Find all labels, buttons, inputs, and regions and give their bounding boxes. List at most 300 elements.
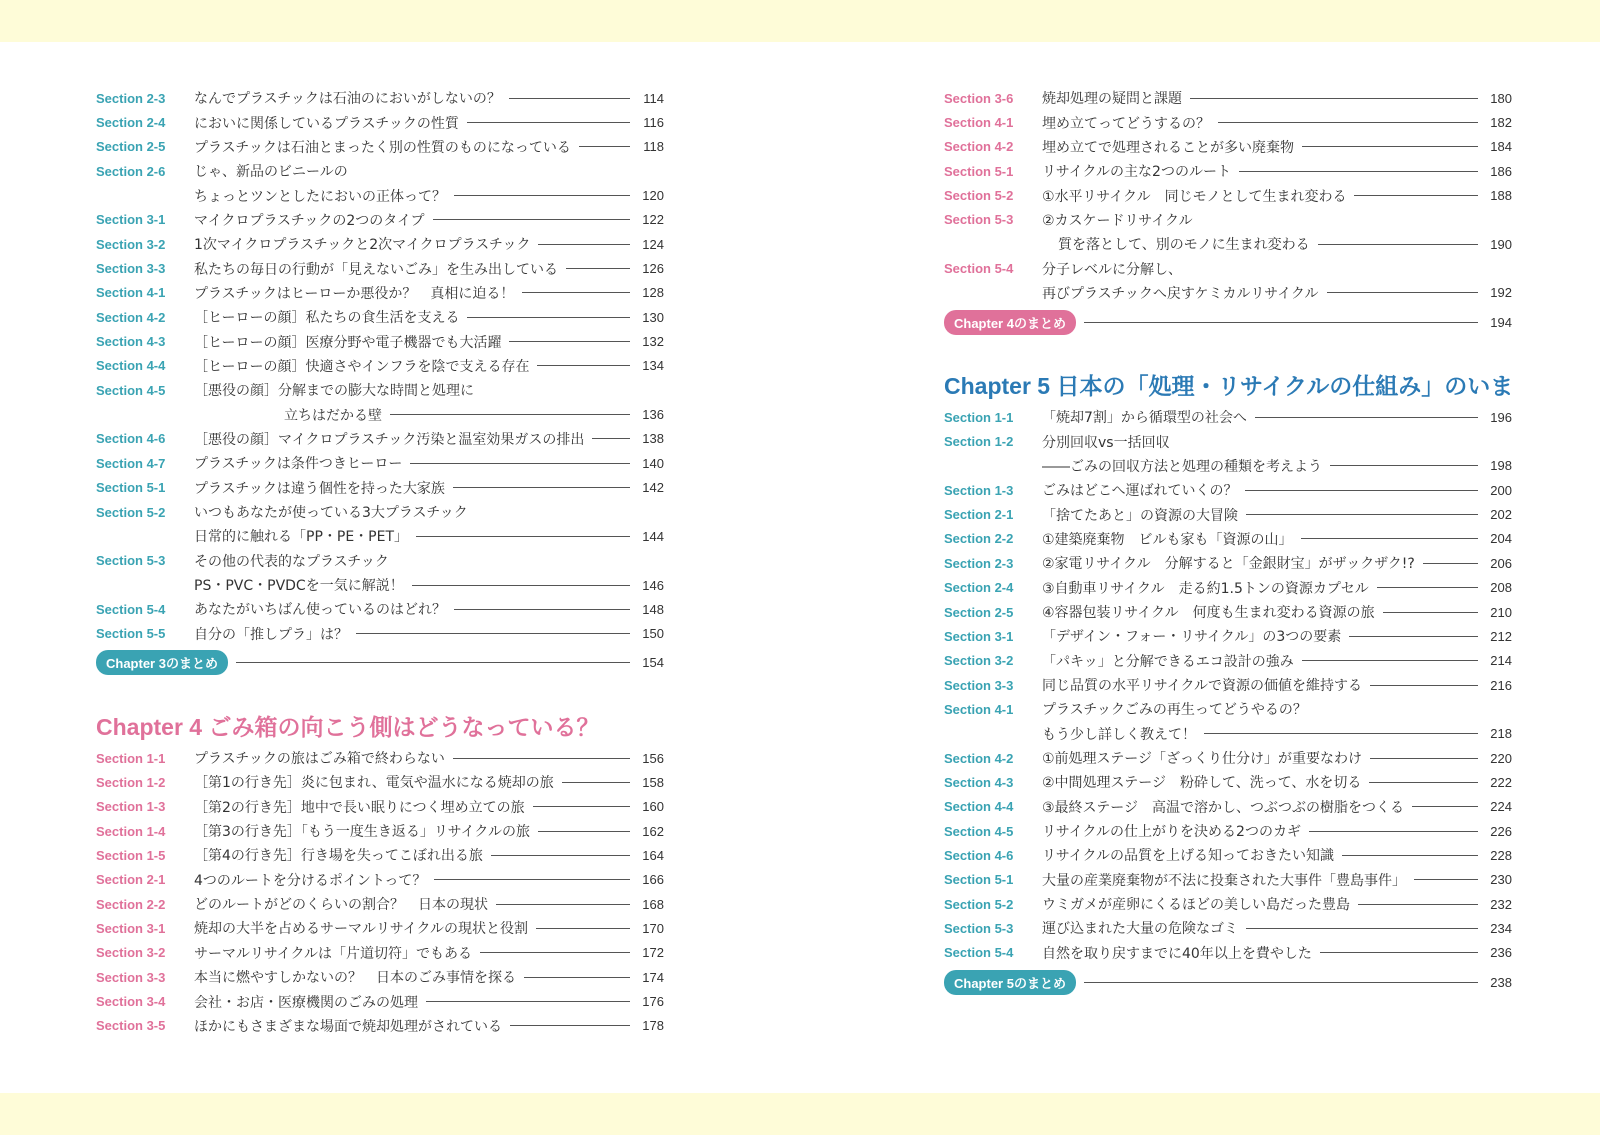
dot-leader: [467, 317, 630, 318]
entry-title: 「パキッ」と分解できるエコ設計の強み: [1042, 653, 1294, 670]
entry-title: サーマルリサイクルは「片道切符」でもある: [194, 945, 473, 962]
entry-title: 私たちの毎日の行動が「見えないごみ」を生み出している: [194, 261, 558, 278]
toc-entry[interactable]: [96, 281, 664, 305]
dot-leader: [538, 244, 630, 245]
toc-entry[interactable]: [944, 697, 1512, 721]
page-number: 130: [642, 309, 664, 325]
section-label: Section 4-6: [944, 847, 1014, 863]
section-label: Section 4-7: [96, 455, 166, 471]
dot-leader: [410, 463, 630, 464]
entry-title: 焼却処理の疑問と課題: [1042, 91, 1182, 108]
entry-title: ごみはどこへ運ばれていくの？: [1042, 483, 1238, 500]
toc-entry[interactable]: [944, 843, 1512, 867]
page-number: 158: [642, 774, 664, 790]
section-label: Section 4-1: [944, 115, 1014, 131]
page-number: 188: [1490, 188, 1512, 204]
page-number: 170: [642, 920, 664, 936]
dot-leader: [1309, 831, 1478, 832]
entry-title: じゃ、新品のビニールの: [194, 164, 348, 181]
page-number: 176: [642, 994, 664, 1010]
toc-entry[interactable]: [944, 478, 1512, 502]
toc-entry[interactable]: [96, 354, 664, 378]
page-number: 140: [642, 455, 664, 471]
entry-title: ウミガメが産卵にくるほどの美しい島だった豊島: [1042, 897, 1350, 914]
toc-entry[interactable]: [944, 159, 1512, 183]
dot-leader: [1349, 636, 1478, 637]
entry-title: 立ちはだかる壁: [284, 407, 382, 424]
dot-leader: [1084, 982, 1478, 983]
page-number: 190: [1490, 236, 1512, 252]
toc-entry[interactable]: [96, 965, 664, 989]
dot-leader: [1370, 758, 1478, 759]
entry-title: ①水平リサイクル 同じモノとして生まれ変わる: [1042, 188, 1347, 205]
entry-title: ①前処理ステージ「ざっくり仕分け」が重要なわけ: [1042, 751, 1362, 768]
section-label: Section 2-5: [96, 139, 166, 155]
toc-entry[interactable]: [96, 208, 664, 232]
page-number: 180: [1490, 90, 1512, 106]
entry-title: 埋め立てってどうするの？: [1042, 115, 1210, 132]
page-number: 144: [642, 528, 664, 544]
dot-leader: [1084, 322, 1478, 323]
entry-title: プラスチックは条件つきヒーロー: [194, 456, 403, 473]
entry-title: 再びプラスチックへ戻すケミカルリサイクル: [1042, 285, 1319, 302]
section-label: Section 5-2: [944, 896, 1014, 912]
section-label: Section 2-6: [96, 163, 166, 179]
entry-title: 同じ品質の水平リサイクルで資源の価値を維持する: [1042, 678, 1363, 695]
toc-entry[interactable]: [96, 183, 664, 207]
page-number: 162: [642, 823, 664, 839]
toc-entry[interactable]: [944, 135, 1512, 159]
page-number: 234: [1490, 920, 1512, 936]
chapter-summary-entry[interactable]: [96, 648, 664, 678]
entry-title: ほかにもさまざまな場面で焼却処理がされている: [194, 1018, 502, 1035]
entry-title: 自分の「推しプラ」は？: [194, 626, 348, 643]
section-label: Section 5-1: [944, 872, 1014, 888]
entry-title: 会社・お店・医療機関のごみの処理: [194, 994, 418, 1011]
toc-entry[interactable]: [96, 451, 664, 475]
section-label: Section 3-3: [944, 677, 1014, 693]
section-label: Section 1-3: [944, 482, 1014, 498]
page-number: 182: [1490, 115, 1512, 131]
entry-title: プラスチックはヒーローか悪役か？ 真相に迫る！: [194, 285, 515, 302]
toc-entry[interactable]: [96, 868, 664, 892]
page-number: 236: [1490, 945, 1512, 961]
page-number: 116: [643, 115, 664, 131]
page-number: 228: [1490, 847, 1512, 863]
toc-entry[interactable]: [96, 597, 664, 621]
page-number: 154: [642, 655, 664, 671]
dot-leader: [1370, 685, 1478, 686]
page-number: 186: [1490, 163, 1512, 179]
page-number: 118: [643, 139, 664, 155]
page-number: 138: [642, 431, 664, 447]
page-number: 220: [1490, 750, 1512, 766]
toc-entry[interactable]: [96, 622, 664, 646]
page-number: 196: [1490, 409, 1512, 425]
toc-entry[interactable]: [96, 256, 664, 280]
page-number: 218: [1490, 726, 1512, 742]
toc-entry[interactable]: [96, 549, 664, 573]
dot-leader: [536, 928, 630, 929]
section-label: Section 4-6: [96, 431, 166, 447]
entry-title: 本当に燃やすしかないの？ 日本のごみ事情を探る: [194, 970, 516, 987]
page-number: 146: [642, 577, 664, 593]
dot-leader: [426, 1001, 630, 1002]
section-label: Section 3-3: [96, 969, 166, 985]
dot-leader: [1414, 879, 1478, 880]
toc-entry[interactable]: [944, 600, 1512, 624]
toc-entry[interactable]: [944, 281, 1512, 305]
page-number: 136: [642, 407, 664, 423]
entry-title: 質を落として、別のモノに生まれ変わる: [1058, 237, 1310, 254]
page-number: 174: [642, 969, 664, 985]
page-number: 126: [642, 261, 664, 277]
dot-leader: [1302, 660, 1478, 661]
toc-entry[interactable]: [96, 476, 664, 500]
entry-title: ［ヒーローの顔］快適さやインフラを陰で支える存在: [194, 358, 530, 375]
dot-leader: [1369, 782, 1478, 783]
toc-entry[interactable]: [944, 746, 1512, 770]
section-label: Section 1-2: [944, 434, 1014, 450]
entry-title: 分別回収vs一括回収: [1042, 434, 1170, 451]
toc-entry[interactable]: [944, 819, 1512, 843]
section-label: Section 1-2: [96, 774, 166, 790]
entry-title: ［第2の行き先］地中で長い眠りにつく埋め立ての旅: [194, 799, 525, 816]
toc-entry[interactable]: [944, 941, 1512, 965]
section-label: Section 2-4: [96, 115, 166, 131]
dot-leader: [454, 195, 630, 196]
toc-entry[interactable]: [96, 86, 664, 110]
toc-entry[interactable]: [944, 576, 1512, 600]
section-label: Section 1-5: [96, 847, 166, 863]
dot-leader: [1246, 514, 1478, 515]
section-label: Section 4-3: [96, 334, 166, 350]
toc-entry[interactable]: [944, 649, 1512, 673]
dot-leader: [522, 292, 630, 293]
dot-leader: [533, 806, 630, 807]
section-label: Section 1-1: [944, 409, 1014, 425]
entry-title: ②家電リサイクル 分解すると「金銀財宝」がザックザク!?: [1042, 556, 1415, 573]
dot-leader: [537, 365, 630, 366]
entry-title: どのルートがどのくらいの割合？ 日本の現状: [194, 897, 488, 914]
toc-entry[interactable]: [96, 892, 664, 916]
toc-entry[interactable]: [944, 405, 1512, 429]
dot-leader: [434, 879, 630, 880]
page-number: 148: [642, 601, 664, 617]
section-label: Section 5-1: [96, 480, 166, 496]
entry-title: 「捨てたあと」の資源の大冒険: [1042, 507, 1238, 524]
dot-leader: [1239, 171, 1478, 172]
toc-entry[interactable]: [944, 502, 1512, 526]
section-label: Section 5-3: [944, 212, 1014, 228]
entry-title: ［第3の行き先］「もう一度生き返る」リサイクルの旅: [194, 824, 530, 841]
toc-entry[interactable]: [96, 916, 664, 940]
toc-entry[interactable]: [96, 329, 664, 353]
dot-leader: [579, 146, 630, 147]
page-number: 142: [642, 480, 664, 496]
entry-title: リサイクルの品質を上げる知っておきたい知識: [1042, 848, 1335, 865]
dot-leader: [1204, 733, 1478, 734]
entry-title: ［ヒーローの顔］医療分野や電子機器でも大活躍: [194, 334, 502, 351]
section-label: Section 5-2: [944, 188, 1014, 204]
entry-title: ③最終ステージ 高温で溶かし、つぶつぶの樹脂をつくる: [1042, 799, 1404, 816]
page-number: 200: [1490, 482, 1512, 498]
toc-entry[interactable]: [944, 916, 1512, 940]
entry-title: リサイクルの仕上がりを決める2つのカギ: [1042, 824, 1301, 841]
section-label: Section 5-3: [96, 553, 166, 569]
page-number: 120: [642, 188, 664, 204]
section-label: Section 1-1: [96, 750, 166, 766]
section-label: Section 3-5: [96, 1018, 166, 1034]
toc-entry[interactable]: [944, 110, 1512, 134]
page-number: 222: [1490, 774, 1512, 790]
dot-leader: [453, 758, 630, 759]
page-number: 114: [643, 90, 664, 106]
page-number: 128: [642, 285, 664, 301]
toc-entry[interactable]: [944, 795, 1512, 819]
toc-entry[interactable]: [944, 624, 1512, 648]
right-page-toc: [944, 86, 1512, 997]
dot-leader: [1383, 612, 1478, 613]
toc-entry[interactable]: [944, 722, 1512, 746]
entry-title: 4つのルートを分けるポイントって？: [194, 872, 427, 889]
dot-leader: [433, 219, 630, 220]
toc-entry[interactable]: [944, 868, 1512, 892]
page-number: 178: [642, 1018, 664, 1034]
toc-entry[interactable]: [944, 551, 1512, 575]
entry-title: もう少し詳しく教えて！: [1042, 726, 1196, 743]
toc-entry[interactable]: [96, 843, 664, 867]
entry-title: ――ごみの回収方法と処理の種類を考えよう: [1042, 458, 1322, 475]
entry-title: 運び込まれた大量の危険なゴミ: [1042, 921, 1238, 938]
toc-entry[interactable]: [96, 305, 664, 329]
dot-leader: [454, 609, 630, 610]
section-label: Section 3-1: [96, 920, 166, 936]
toc-entry[interactable]: [944, 232, 1512, 256]
entry-title: ［第4の行き先］行き場を失ってこぼれ出る旅: [194, 848, 483, 865]
entry-title: あなたがいちばん使っているのはどれ？: [194, 602, 446, 619]
page-number: 168: [642, 896, 664, 912]
bottom-margin-band: [0, 1093, 1600, 1135]
section-label: Section 4-2: [944, 139, 1014, 155]
entry-title: プラスチックごみの再生ってどうやるの？: [1042, 702, 1307, 719]
dot-leader: [412, 585, 630, 586]
toc-entry[interactable]: [96, 135, 664, 159]
page-number: 156: [642, 750, 664, 766]
dot-leader: [510, 1025, 630, 1026]
entry-title: ②カスケードリサイクル: [1042, 212, 1193, 229]
section-label: Section 1-4: [96, 823, 166, 839]
section-label: Section 3-6: [944, 90, 1014, 106]
toc-entry[interactable]: [96, 524, 664, 548]
entry-title: ④容器包装リサイクル 何度も生まれ変わる資源の旅: [1042, 605, 1375, 622]
page-number: 134: [642, 358, 664, 374]
dot-leader: [562, 782, 630, 783]
page-number: 160: [642, 799, 664, 815]
toc-entry[interactable]: [96, 1014, 664, 1038]
toc-entry[interactable]: [96, 500, 664, 524]
dot-leader: [390, 414, 630, 415]
section-label: Section 2-5: [944, 604, 1014, 620]
entry-title: ちょっとツンとしたにおいの正体って？: [194, 188, 446, 205]
dot-leader: [566, 268, 630, 269]
toc-entry[interactable]: [96, 795, 664, 819]
dot-leader: [1358, 904, 1478, 905]
page-number: 238: [1490, 974, 1512, 990]
section-label: Section 4-2: [96, 309, 166, 325]
page-number: 194: [1490, 314, 1512, 330]
page-number: 204: [1490, 531, 1512, 547]
entry-title: 大量の産業廃棄物が不法に投棄された大事件「豊島事件」: [1042, 872, 1406, 889]
dot-leader: [1327, 292, 1479, 293]
dot-leader: [1246, 928, 1478, 929]
entry-title: 焼却の大半を占めるサーマルリサイクルの現状と役割: [194, 921, 529, 938]
page-number: 230: [1490, 872, 1512, 888]
chapter-heading: Chapter 4 ごみ箱の向こう側はどうなっている？: [96, 713, 600, 740]
section-label: Section 2-2: [96, 896, 166, 912]
section-label: Section 4-1: [944, 701, 1014, 717]
entry-title: ［悪役の顔］マイクロプラスチック汚染と温室効果ガスの排出: [194, 431, 585, 448]
section-label: Section 3-3: [96, 261, 166, 277]
left-page-toc: [96, 86, 664, 1038]
section-label: Section 4-2: [944, 750, 1014, 766]
section-label: Section 4-4: [96, 358, 166, 374]
entry-title: リサイクルの主な2つのルート: [1042, 164, 1231, 181]
entry-title: 「デザイン・フォー・リサイクル」の3つの要素: [1042, 629, 1342, 646]
toc-entry[interactable]: [96, 989, 664, 1013]
toc-entry[interactable]: [944, 892, 1512, 916]
toc-entry[interactable]: [96, 402, 664, 426]
chapter-summary-entry[interactable]: [944, 307, 1512, 337]
dot-leader: [1330, 465, 1478, 466]
dot-leader: [356, 633, 630, 634]
chapter-summary-badge: Chapter 3のまとめ: [96, 650, 228, 675]
toc-entry[interactable]: [944, 454, 1512, 478]
entry-title: プラスチックは石油とまったく別の性質のものになっている: [194, 139, 571, 156]
dot-leader: [1423, 563, 1478, 564]
page-number: 132: [642, 334, 664, 350]
section-label: Section 5-2: [96, 504, 166, 520]
toc-entry[interactable]: [944, 770, 1512, 794]
section-label: Section 5-4: [96, 601, 166, 617]
section-label: Section 5-4: [944, 945, 1014, 961]
dot-leader: [236, 662, 630, 663]
section-label: Section 2-3: [944, 555, 1014, 571]
dot-leader: [1218, 122, 1478, 123]
toc-entry[interactable]: [96, 378, 664, 402]
toc-entry[interactable]: [944, 256, 1512, 280]
toc-entry[interactable]: [96, 110, 664, 134]
page-number: 124: [642, 236, 664, 252]
toc-entry[interactable]: [944, 527, 1512, 551]
page-number: 166: [642, 872, 664, 888]
page-number: 150: [642, 626, 664, 642]
section-label: Section 3-4: [96, 994, 166, 1010]
dot-leader: [1255, 417, 1478, 418]
dot-leader: [453, 487, 630, 488]
section-label: Section 3-2: [96, 945, 166, 961]
page-number: 226: [1490, 823, 1512, 839]
dot-leader: [480, 952, 630, 953]
dot-leader: [1190, 98, 1478, 99]
toc-entry[interactable]: [944, 86, 1512, 110]
page-number: 198: [1490, 458, 1512, 474]
dot-leader: [496, 904, 630, 905]
dot-leader: [491, 855, 630, 856]
page-number: 184: [1490, 139, 1512, 155]
section-label: Section 3-2: [96, 236, 166, 252]
entry-title: ［悪役の顔］分解までの膨大な時間と処理に: [194, 383, 474, 400]
toc-entry[interactable]: [944, 208, 1512, 232]
entry-title: なんでプラスチックは石油のにおいがしないの？: [194, 91, 501, 108]
page-number: 210: [1490, 604, 1512, 620]
entry-title: マイクロプラスチックの2つのタイプ: [194, 212, 425, 229]
toc-entry[interactable]: [944, 183, 1512, 207]
chapter-heading: Chapter 5 日本の「処理・リサイクルの仕組み」のいま: [944, 373, 1514, 400]
entry-title: ③自動車リサイクル 走る約1.5トンの資源カプセル: [1042, 580, 1369, 597]
toc-entry[interactable]: [96, 232, 664, 256]
toc-entry[interactable]: [96, 819, 664, 843]
page-number: 214: [1490, 653, 1512, 669]
section-label: Section 2-1: [96, 872, 166, 888]
toc-entry[interactable]: [944, 673, 1512, 697]
section-label: Section 5-3: [944, 920, 1014, 936]
dot-leader: [1318, 244, 1478, 245]
dot-leader: [1412, 806, 1478, 807]
dot-leader: [509, 341, 630, 342]
entry-title: ①建築廃棄物 ビルも家も「資源の山」: [1042, 531, 1293, 548]
entry-title: その他の代表的なプラスチック: [194, 553, 389, 570]
chapter-summary-entry[interactable]: [944, 967, 1512, 997]
dot-leader: [1354, 195, 1478, 196]
entry-title: いつもあなたが使っている3大プラスチック: [194, 505, 468, 522]
toc-entry[interactable]: [96, 159, 664, 183]
entry-title: 分子レベルに分解し、: [1042, 261, 1182, 278]
toc-entry[interactable]: [96, 427, 664, 451]
page-number: 192: [1490, 285, 1512, 301]
section-label: Section 5-5: [96, 626, 166, 642]
page-number: 164: [642, 847, 664, 863]
entry-title: においに関係しているプラスチックの性質: [194, 115, 459, 132]
entry-title: 1次マイクロプラスチックと2次マイクロプラスチック: [194, 237, 531, 254]
entry-title: 自然を取り戻すまでに40年以上を費やした: [1042, 945, 1312, 962]
section-label: Section 5-4: [944, 261, 1014, 277]
entry-title: ②中間処理ステージ 粉砕して、洗って、水を切る: [1042, 775, 1362, 792]
section-label: Section 2-2: [944, 531, 1014, 547]
dot-leader: [592, 438, 630, 439]
toc-entry[interactable]: [96, 941, 664, 965]
dot-leader: [1301, 538, 1478, 539]
page-number: 172: [642, 945, 664, 961]
page-number: 206: [1490, 555, 1512, 571]
page-number: 232: [1490, 896, 1512, 912]
section-label: Section 2-1: [944, 507, 1014, 523]
toc-entry[interactable]: [944, 429, 1512, 453]
entry-title: 「焼却7割」から循環型の社会へ: [1042, 410, 1247, 427]
entry-title: ［第1の行き先］炎に包まれ、電気や温水になる焼却の旅: [194, 775, 554, 792]
toc-entry[interactable]: [96, 573, 664, 597]
dot-leader: [1342, 855, 1478, 856]
toc-entry[interactable]: [96, 770, 664, 794]
toc-entry[interactable]: [96, 746, 664, 770]
dot-leader: [1320, 952, 1478, 953]
page-number: 122: [642, 212, 664, 228]
section-label: Section 4-5: [96, 382, 166, 398]
dot-leader: [1302, 146, 1478, 147]
dot-leader: [467, 122, 630, 123]
section-label: Section 3-2: [944, 653, 1014, 669]
dot-leader: [509, 98, 630, 99]
